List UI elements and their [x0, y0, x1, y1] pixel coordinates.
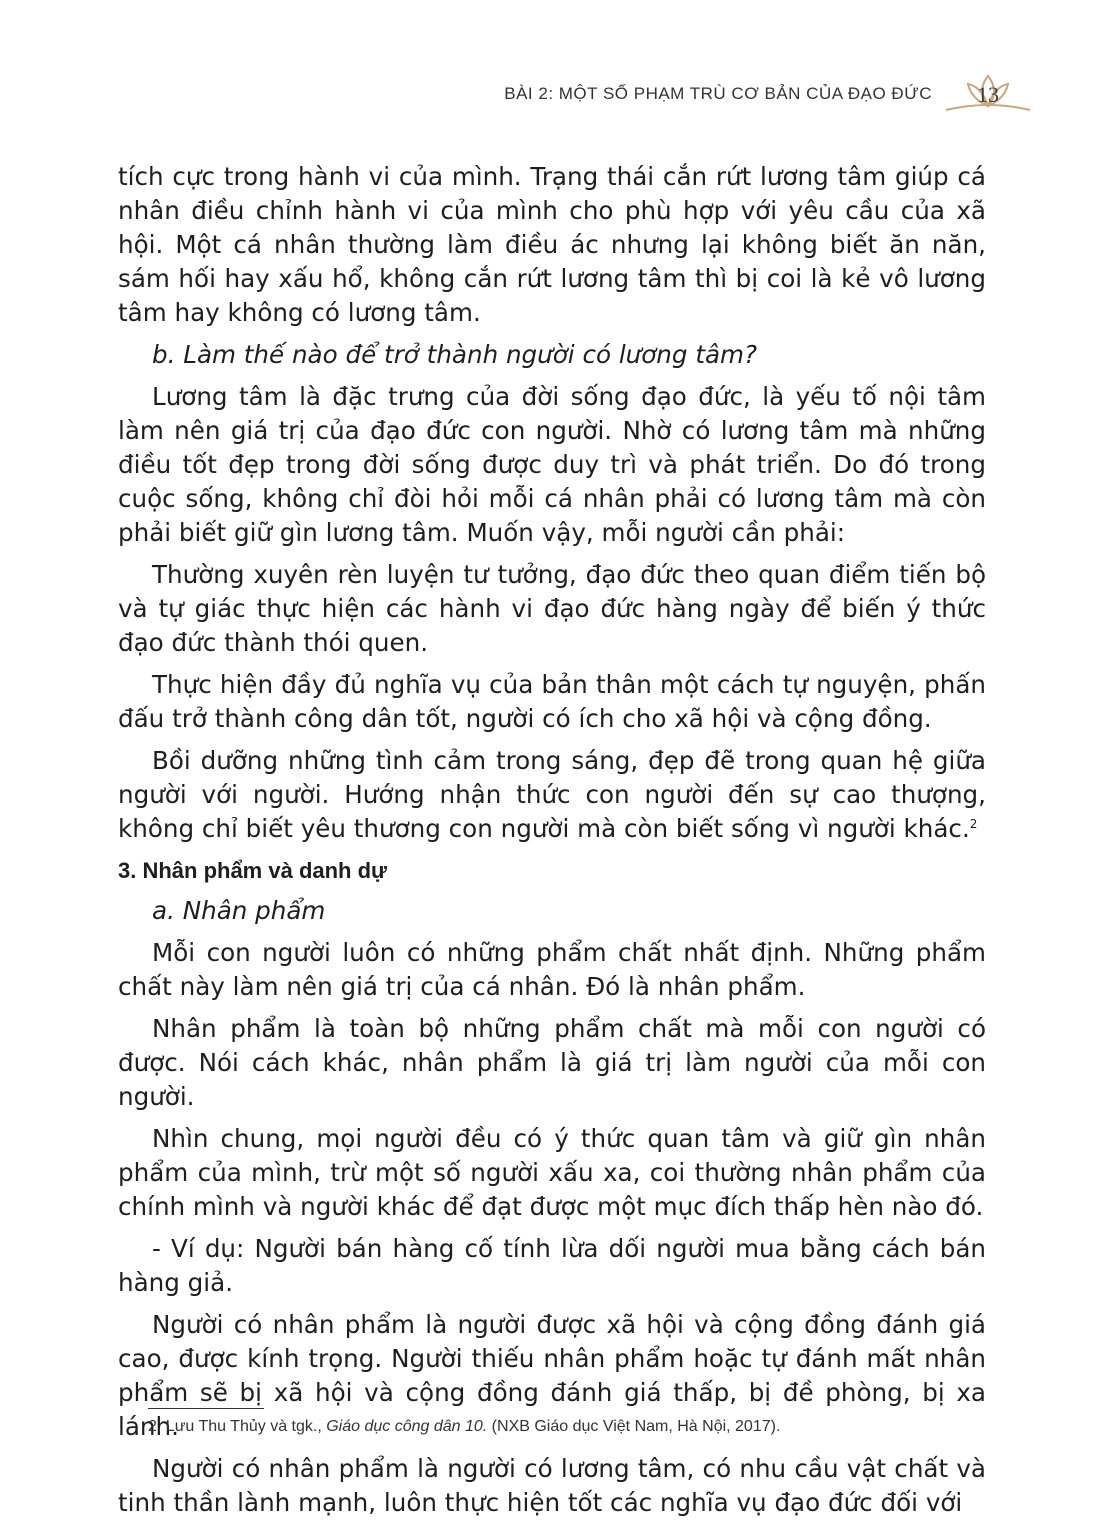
page-header	[504, 72, 1034, 116]
paragraph: - Ví dụ: Người bán hàng cố tính lừa dối người mua bằng cách bán hàng giả.	[118, 1234, 986, 1297]
paragraph: Thực hiện đầy đủ nghĩa vụ của bản thân một cách tự nguyện, phấn đấu trở thành công dân tốt, người có ích cho xã hội và cộng đồng.	[118, 670, 986, 733]
section-heading: 3. Nhân phẩm và danh dự	[118, 858, 387, 883]
footnote-book-title: Giáo dục công dân 10.	[326, 1418, 488, 1435]
footnote	[148, 1418, 780, 1436]
footnote-ref: 2	[969, 816, 978, 831]
subheading-a: a. Nhân phẩm	[152, 896, 326, 925]
paragraph: Thường xuyên rèn luyện tư tưởng, đạo đức theo quan điểm tiến bộ và tự giác thực hiện các hành vi đạo đức hàng ngày để biến ý thức đạo đức thành thói quen.	[118, 560, 986, 657]
paragraph-with-footnote	[118, 744, 986, 846]
footnote-prefix: 2. Lưu Thu Thủy và tgk.,	[148, 1418, 327, 1435]
paragraph: tích cực trong hành vi của mình. Trạng thái cắn rứt lương tâm giúp cá nhân điều chỉnh hành vi của mình cho phù hợp với yêu cầu của xã hội. Một cá nhân thường làm điều ác nhưng lại không biết ăn năn, sám hối hay xấu hổ, không cắn rứt lương tâm thì bị coi là kẻ vô lương tâm hay không có lương tâm.	[118, 162, 986, 327]
footnote-suffix: (NXB Giáo dục Việt Nam, Hà Nội, 2017).	[487, 1418, 781, 1435]
page-body	[118, 160, 986, 1528]
paragraph: Nhân phẩm là toàn bộ những phẩm chất mà mỗi con người có được. Nói cách khác, nhân phẩm là giá trị làm người của mỗi con người.	[118, 1014, 986, 1111]
paragraph: Người có nhân phẩm là người được xã hội và cộng đồng đánh giá cao, được kính trọng. Người thiếu nhân phẩm hoặc tự đánh mất nhân phẩm sẽ bị xã hội và cộng đồng đánh giá thấp, bị đề phòng, bị xa lánh.	[118, 1310, 986, 1441]
paragraph: Người có nhân phẩm là người có lương tâm, có nhu cầu vật chất và tinh thần lành mạnh, luôn thực hiện tốt các nghĩa vụ đạo đức đối với	[118, 1454, 986, 1517]
page-number: 13	[977, 82, 999, 107]
paragraph: Mỗi con người luôn có những phẩm chất nhất định. Những phẩm chất này làm nên giá trị của cá nhân. Đó là nhân phẩm.	[118, 938, 986, 1001]
chapter-title: BÀI 2: MỘT SỐ PHẠM TRÙ CƠ BẢN CỦA ĐẠO ĐỨC	[504, 84, 932, 103]
paragraph-text: Bồi dưỡng những tình cảm trong sáng, đẹp đẽ trong quan hệ giữa người với người. Hướng nhận thức con người đến sự cao thượng, không chỉ biết yêu thương con người mà còn biết sống vì người khác.	[118, 746, 986, 843]
subheading-b: b. Làm thế nào để trở thành người có lương tâm?	[152, 340, 758, 369]
lotus-icon	[942, 72, 1034, 116]
paragraph: Lương tâm là đặc trưng của đời sống đạo đức, là yếu tố nội tâm làm nên giá trị của đạo đức con người. Nhờ có lương tâm mà những điều tốt đẹp trong đời sống được duy trì và phát triển. Do đó trong cuộc sống, không chỉ đòi hỏi mỗi cá nhân phải có lương tâm mà còn phải biết giữ gìn lương tâm. Muốn vậy, mỗi người cần phải:	[118, 382, 986, 547]
paragraph: Nhìn chung, mọi người đều có ý thức quan tâm và giữ gìn nhân phẩm của mình, trừ một số người xấu xa, coi thường nhân phẩm của chính mình và người khác để đạt được một mục đích thấp hèn nào đó.	[118, 1124, 986, 1221]
footnote-divider	[148, 1408, 264, 1409]
